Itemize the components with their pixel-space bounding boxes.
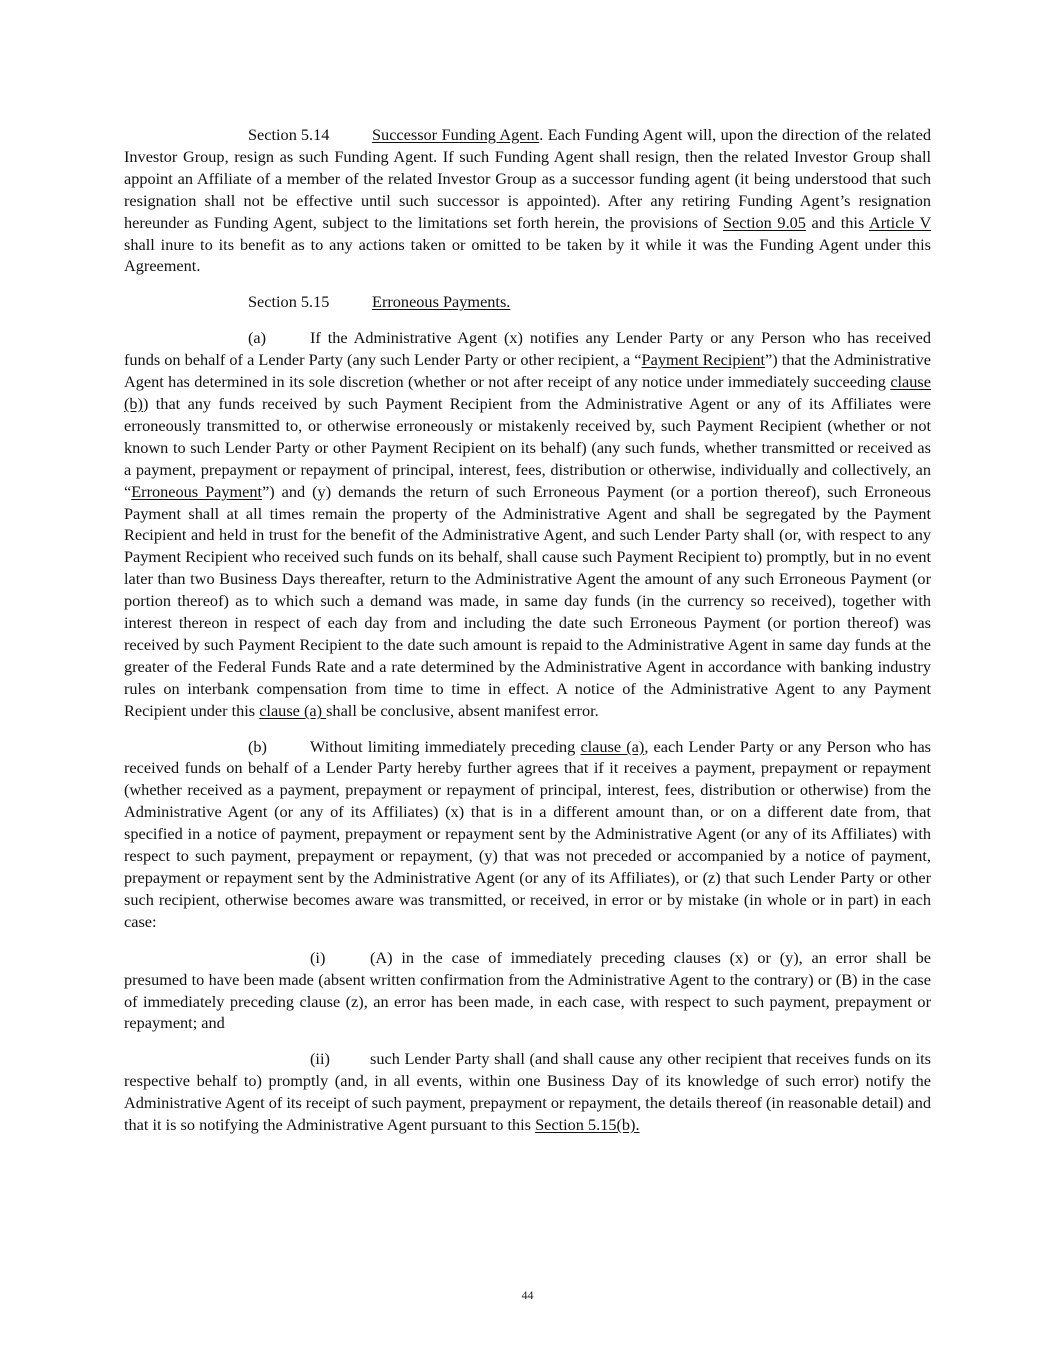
cross-reference: clause (a)	[259, 700, 327, 720]
section-number: Section 5.14	[248, 125, 330, 144]
cross-reference: clause (b)	[124, 372, 931, 413]
defined-term: Payment Recipient	[641, 350, 765, 370]
section-title: Erroneous Payments.	[372, 292, 511, 312]
page-number: 44	[521, 1288, 534, 1302]
cross-reference: Section 9.05	[722, 212, 806, 232]
clause-b-paragraph: (b) Without limiting immediately preceding clause (a), each Lender Party or any Person who has received funds on behalf of a Lender Party hereby further agrees that if it receives a payment, prepayment or repayment (whether received as a payment, prepayment or repayment of principal, interest, fees, distribution or otherwise) from the Administrative Agent (or any of its Affiliates) (x) that is in a different amount than, or on a different date from, that specified in a notice of payment, prepayment or repayment sent by the Administrative Agent (or any of its Affiliates) with respect to such payment, prepayment or repayment, (y) that was not preceded or accompanied by a notice of payment, prepayment or repayment sent by the Administrative Agent (or any of its Affiliates), or (z) that such Lender Party or other such recipient, otherwise becomes aware was transmitted, or received, in error or by mistake (in whole or in part) in each case:	[124, 736, 932, 931]
clause-ii-paragraph: (ii) such Lender Party shall (and shall cause any other recipient that receives funds on its respective behalf to) promptly (and, in all events, within one Business Day of its knowledge of such error) notify the Administrative Agent of its receipt of such payment, prepayment or repayment, the details thereof (in reasonable detail) and that it is so notifying the Administrative Agent pursuant to this Section 5.15(b).	[124, 1049, 932, 1135]
section-title: Successor Funding Agent	[372, 125, 540, 144]
clause-a-paragraph: (a) If the Administrative Agent (x) notifies any Lender Party or any Person who has received funds on behalf of a Lender Party (any such Lender Party or other recipient, a “Payment Recipient”) that the Administrative Agent has determined in its sole discretion (whether or not after receipt of any notice under immediately succeeding clause (b)) that any funds received by such Payment Recipient from the Administrative Agent or any of its Affiliates were erroneously transmitted to, or otherwise erroneously or mistakenly received by, such Payment Recipient (whether or not known to such Lender Party or other Payment Recipient on its behalf) (any such funds, whether transmitted or received as a payment, prepayment or repayment of principal, interest, fees, distribution or otherwise, individually and collectively, an “Erroneous Payment”) and (y) demands the return of such Erroneous Payment (or a portion thereof), such Erroneous Payment shall at all times remain the property of the Administrative Agent and shall be segregated by the Payment Recipient and held in trust for the benefit of the Administrative Agent, and such Lender Party shall (or, with respect to any Payment Recipient who received such funds on its behalf, shall cause such Payment Recipient to) promptly, but in no event later than two Business Days thereafter, return to the Administrative Agent the amount of any such Erroneous Payment (or portion thereof) as to which such a demand was made, in same day funds (in the currency so received), together with interest thereon in respect of each day from and including the date such Erroneous Payment (or portion thereof) was received by such Payment Recipient to the date such amount is repaid to the Administrative Agent in same day funds at the greater of the Federal Funds Rate and a rate determined by the Administrative Agent in accordance with banking industry rules on interbank compensation from time to time in effect. A notice of the Administrative Agent to any Payment Recipient under this clause (a) shall be conclusive, absent manifest error.	[124, 328, 932, 720]
clause-label: (a)	[248, 328, 267, 348]
clause-i-paragraph: (i) (A) in the case of immediately preceding clauses (x) or (y), an error shall be presumed to have been made (absent written confirmation from the Administrative Agent to the contrary) or (B) in the case of immediately preceding clause (z), an error has been made, in each case, with respect to such payment, prepayment or repayment; and	[124, 947, 931, 1033]
clause-label: (ii)	[310, 1049, 330, 1069]
section-5-15-heading	[124, 291, 931, 313]
document-page	[124, 124, 931, 1150]
cross-reference: clause (a)	[580, 736, 645, 756]
section-number: Section 5.15	[248, 292, 330, 312]
clause-label: (b)	[248, 736, 267, 756]
clause-label: (i)	[310, 947, 326, 967]
section-5-14-paragraph: Section 5.14 Successor Funding Agent. Each Funding Agent will, upon the direction of the related Investor Group, resign as such Funding Agent. If such Funding Agent shall resign, then the related Investor Group shall appoint an Affiliate of a member of the related Investor Group as a successor funding agent (it being understood that such resignation shall not be effective until such successor is appointed). After any retiring Funding Agent’s resignation hereunder as Funding Agent, subject to the limitations set forth herein, the provisions of Section 9.05 and this Article V shall inure to its benefit as to any actions taken or omitted to be taken by it while it was the Funding Agent under this Agreement.	[124, 125, 932, 276]
cross-reference: Article V	[868, 212, 931, 232]
defined-term: Erroneous Payment	[131, 481, 263, 501]
cross-reference: Section 5.15(b).	[535, 1115, 640, 1135]
